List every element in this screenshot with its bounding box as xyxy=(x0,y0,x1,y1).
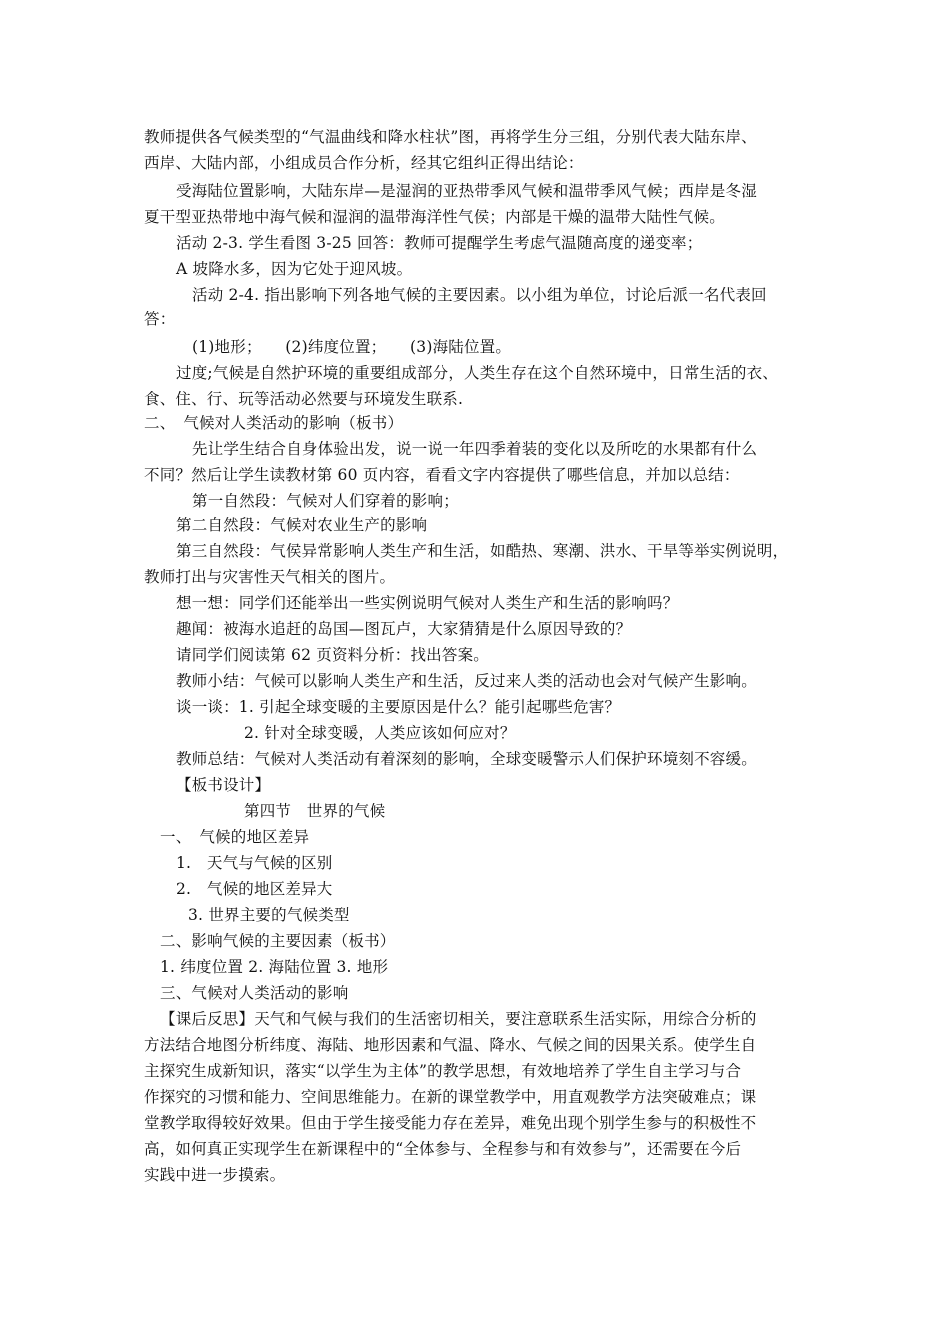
text-line: 想一想：同学们还能举出一些实例说明气候对人类生产和生活的影响吗？ xyxy=(176,594,679,612)
text-line: 第二自然段：气候对农业生产的影响 xyxy=(176,516,428,534)
text-line: 教师小结：气候可以影响人类生产和生活，反过来人类的活动也会对气候产生影响。 xyxy=(176,672,757,690)
text-line: 堂教学取得较好效果。但由于学生接受能力存在差异，难免出现个别学生参与的积极性不 xyxy=(144,1114,757,1132)
text-line: 请同学们阅读第 62 页资料分析：找出答案。 xyxy=(176,646,489,664)
text-line: 方法结合地图分析纬度、海陆、地形因素和气温、降水、气候之间的因果关系。使学生自 xyxy=(144,1036,757,1054)
section-heading: 【板书设计】 xyxy=(176,776,271,794)
text-line: 食、住、行、玩等活动必然要与环境发生联系. xyxy=(144,390,464,408)
text-line: 作探究的习惯和能力、空间思维能力。在新的课堂教学中，用直观教学方法突破难点；课 xyxy=(144,1088,757,1106)
text-line: 先让学生结合自身体验出发，说一说一年四季着装的变化以及所吃的水果都有什么 xyxy=(192,440,758,458)
board-title: 第四节 世界的气候 xyxy=(244,802,386,820)
text-line: 活动 2-3. 学生看图 3-25 回答：教师可提醒学生考虑气温随高度的递变率； xyxy=(176,234,703,252)
text-line: 不同？然后让学生读教材第 60 页内容，看看文字内容提供了哪些信息，并加以总结： xyxy=(144,466,740,484)
text-line: 趣闻：被海水追赶的岛国—图瓦卢，大家猜猜是什么原因导致的？ xyxy=(176,620,632,638)
text-line: 【课后反思】天气和气候与我们的生活密切相关，要注意联系生活实际，用综合分析的 xyxy=(160,1010,757,1028)
text-line: 第一自然段：气候对人们穿着的影响； xyxy=(192,492,459,510)
text-line: 2. 气候的地区差异大 xyxy=(176,880,333,898)
text-line: 第三自然段：气侯异常影响人类生产和生活，如酷热、寒潮、洪水、干旱等举实例说明， xyxy=(176,542,789,560)
text-line: 过度;气候是自然护环境的重要组成部分，人类生存在这个自然环境中，日常生活的衣、 xyxy=(176,364,779,382)
text-line: 受海陆位置影响，大陆东岸—是湿润的亚热带季风气候和温带季风气候；西岸是冬湿 xyxy=(176,182,757,200)
text-line: (1)地形； (2)纬度位置； (3)海陆位置。 xyxy=(192,338,512,356)
text-line: 教师提供各气候类型的“气温曲线和降水柱状”图，再将学生分三组，分别代表大陆东岸、 xyxy=(144,128,757,146)
text-line: 3. 世界主要的气候类型 xyxy=(188,906,350,924)
text-line: 一、 气候的地区差异 xyxy=(160,828,310,846)
text-line: 教师打出与灾害性天气相关的图片。 xyxy=(144,568,396,586)
text-line: 2. 针对全球变暖，人类应该如何应对？ xyxy=(244,724,516,742)
section-heading: 二、 气候对人类活动的影响（板书） xyxy=(144,414,404,432)
text-line: 夏干型亚热带地中海气候和湿润的温带海洋性气侯；内部是干燥的温带大陆性气候。 xyxy=(144,208,725,226)
text-line: 西岸、大陆内部，小组成员合作分析，经其它组纠正得出结论： xyxy=(144,154,584,172)
text-line: 1. 纬度位置 2. 海陆位置 3. 地形 xyxy=(160,958,389,976)
text-line: 实践中进一步摸索。 xyxy=(144,1166,286,1184)
text-line: 三、气候对人类活动的影响 xyxy=(160,984,349,1002)
text-line: 1. 天气与气候的区别 xyxy=(176,854,333,872)
text-line: 主探究生成新知识，落实“以学生为主体”的教学思想，有效地培养了学生自主学习与合 xyxy=(144,1062,742,1080)
text-line: A 坡降水多，因为它处于迎风坡。 xyxy=(176,260,413,278)
text-line: 活动 2-4. 指出影响下列各地气候的主要因素。以小组为单位，讨论后派一名代表回 xyxy=(192,286,767,304)
text-line: 教师总结：气候对人类活动有着深刻的影响，全球变暖警示人们保护环境刻不容缓。 xyxy=(176,750,757,768)
text-line: 谈一谈：1. 引起全球变暖的主要原因是什么？能引起哪些危害？ xyxy=(176,698,621,716)
text-line: 二、影响气候的主要因素（板书） xyxy=(160,932,396,950)
text-line: 答： xyxy=(144,310,176,328)
text-line: 高，如何真正实现学生在新课程中的“全体参与、全程参与和有效参与”，还需要在今后 xyxy=(144,1140,742,1158)
